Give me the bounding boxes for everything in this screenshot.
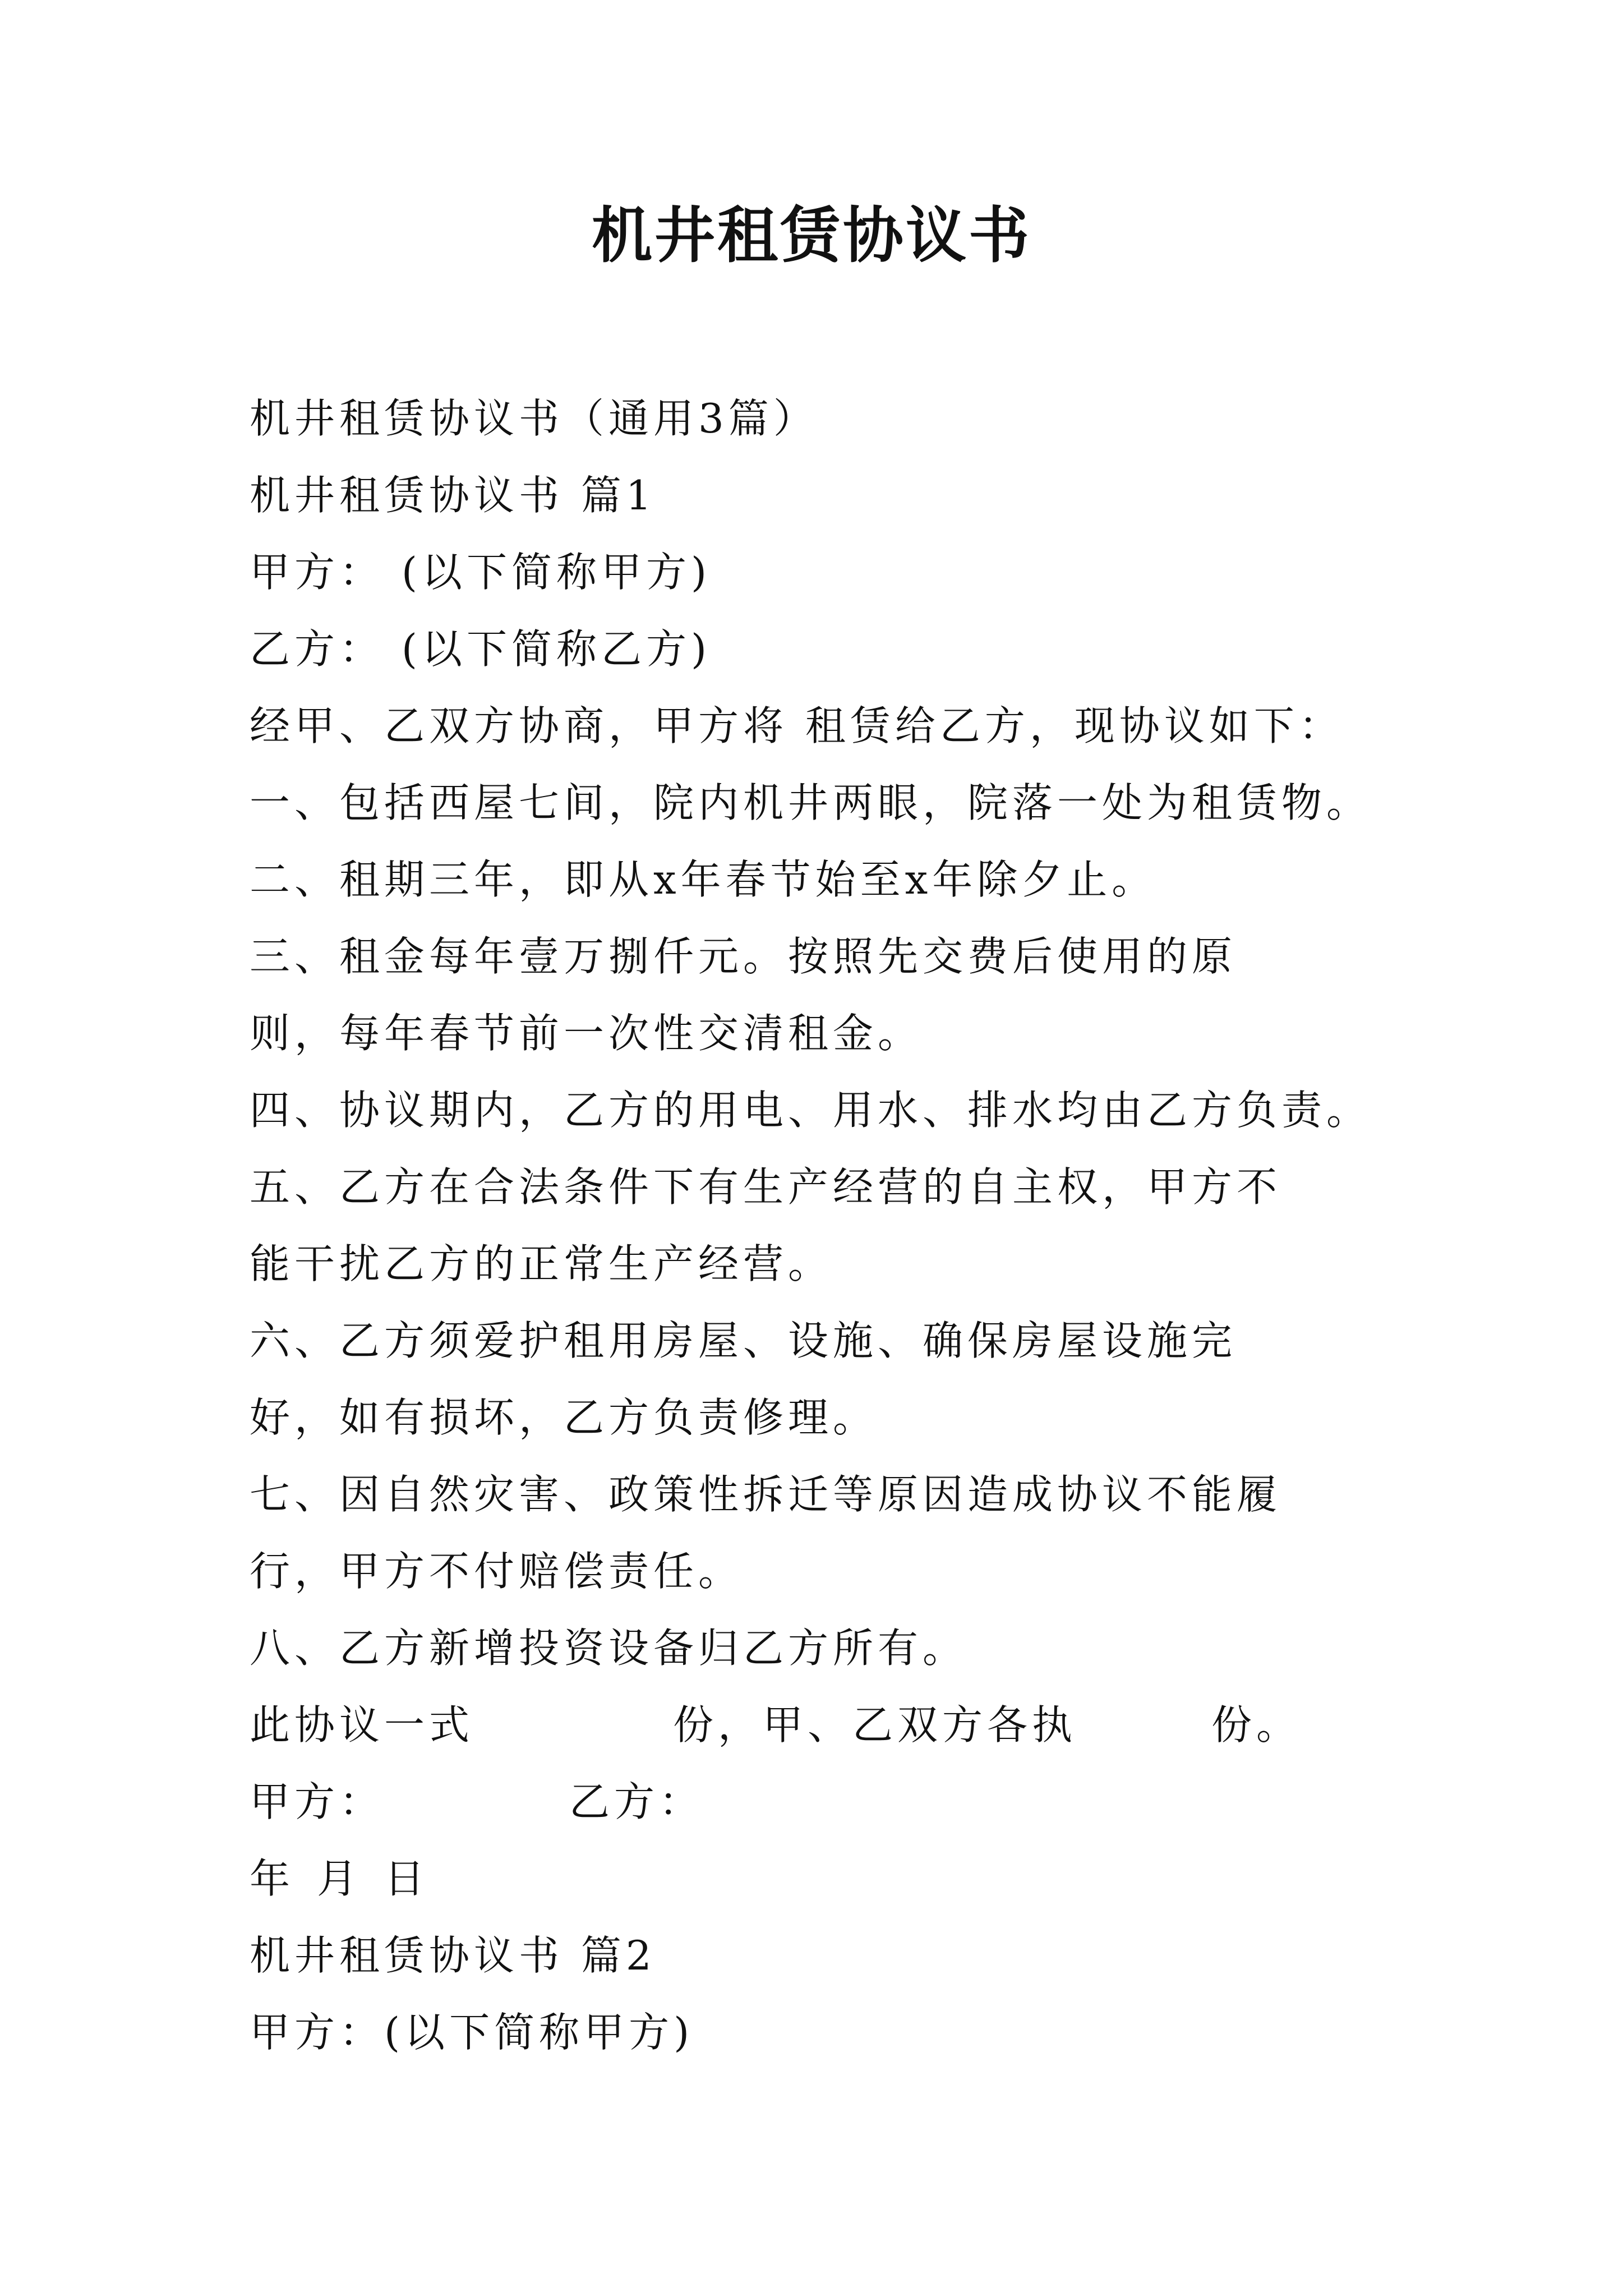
party-b-line: 乙方： (以下简称乙方) bbox=[250, 625, 712, 673]
clause-3 bbox=[250, 918, 1416, 1072]
copies-text-b: 份，甲、乙双方各执 bbox=[673, 1701, 1077, 1749]
date-day: 日 bbox=[384, 1855, 430, 1902]
copies-line bbox=[250, 1687, 1416, 1764]
sign-party-b: 乙方： bbox=[569, 1778, 704, 1825]
clause-5 bbox=[250, 1149, 1416, 1303]
copies-text-a: 此协议一式 bbox=[250, 1701, 474, 1749]
clause-7 bbox=[250, 1456, 1416, 1610]
part2-heading: 机井租赁协议书 篇2 bbox=[250, 1932, 656, 1979]
clause-8: 八、乙方新增投资设备归乙方所有。 bbox=[250, 1625, 968, 1672]
sign-party-a: 甲方： bbox=[250, 1778, 385, 1825]
clause-7-text: 七、因自然灾害、政策性拆迁等原因造成协议不能履行，甲方不付赔偿责任。 bbox=[250, 1471, 1282, 1595]
intro-line: 经甲、乙双方协商，甲方将 租赁给乙方，现协议如下： bbox=[250, 702, 1344, 749]
part1-heading: 机井租赁协议书 篇1 bbox=[250, 472, 656, 519]
subtitle-line: 机井租赁协议书（通用3篇） bbox=[250, 395, 818, 442]
part2-party-a-line: 甲方：(以下简称甲方) bbox=[250, 2009, 694, 2056]
party-a-line: 甲方： (以下简称甲方) bbox=[250, 549, 712, 596]
clause-6 bbox=[250, 1303, 1416, 1456]
clause-1: 一、包括西屋七间，院内机井两眼，院落一处为租赁物。 bbox=[250, 779, 1372, 826]
date-line bbox=[250, 1841, 1416, 1917]
clause-5-text: 五、乙方在合法条件下有生产经营的自主权，甲方不能干扰乙方的正常生产经营。 bbox=[250, 1163, 1282, 1287]
copies-text-c: 份。 bbox=[1211, 1701, 1302, 1749]
clause-2: 二、租期三年，即从x年春节始至x年除夕止。 bbox=[250, 856, 1157, 903]
clause-3-text: 三、租金每年壹万捌仟元。按照先交费后使用的原则，每年春节前一次性交清租金。 bbox=[250, 933, 1237, 1057]
date-year: 年 bbox=[250, 1855, 295, 1902]
date-month: 月 bbox=[317, 1855, 362, 1902]
document-title: 机井租赁协议书 bbox=[591, 200, 1031, 271]
clause-4: 四、协议期内，乙方的用电、用水、排水均由乙方负责。 bbox=[250, 1087, 1372, 1134]
clause-6-text: 六、乙方须爱护租用房屋、设施、确保房屋设施完好，如有损坏，乙方负责修理。 bbox=[250, 1317, 1237, 1441]
document-body bbox=[250, 380, 1416, 2071]
signature-line bbox=[250, 1764, 1416, 1841]
